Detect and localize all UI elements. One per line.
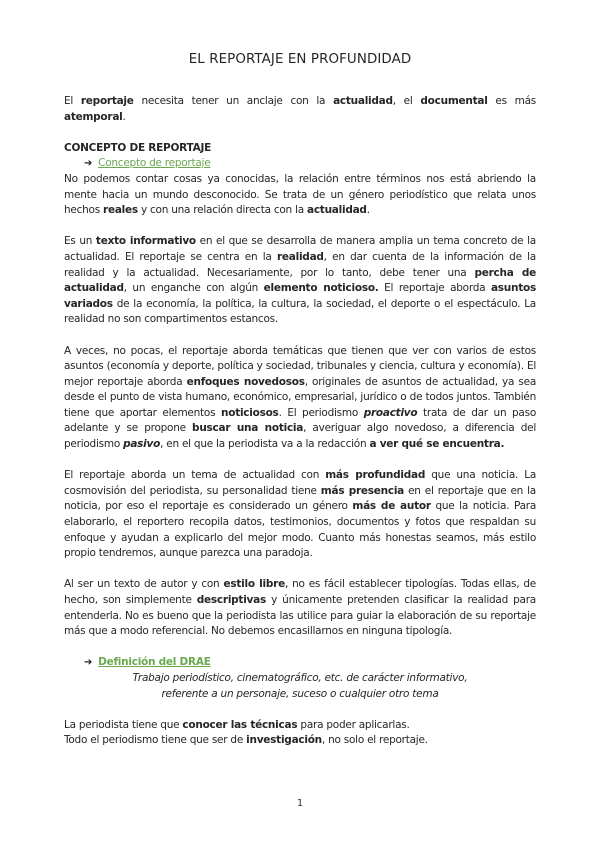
text-run: . El periodismo bbox=[278, 406, 364, 419]
text-run: Todo el periodismo tiene que ser de bbox=[64, 734, 247, 747]
emphasis-text: texto informativo bbox=[95, 235, 196, 248]
text-run: para poder aplicarlas. bbox=[297, 718, 410, 731]
emphasis-text: reales bbox=[103, 204, 138, 217]
link-row-drae bbox=[64, 655, 536, 671]
text-run: y únicamente pretenden clasificar la realidad para entenderla. No es bueno que la periodista las utilice para guiar la elaboración de su reportaje más que a modo referencial. No debemos encasillarnos en ninguna tipología. bbox=[64, 594, 536, 638]
link-row-concepto bbox=[64, 156, 536, 172]
text-run: . bbox=[366, 204, 370, 217]
text-run: en el reportaje que en la noticia, por eso el reportaje es considerado un género bbox=[64, 484, 536, 513]
text-run: en el que se desarrolla de manera amplia un tema concreto de la actualidad. El reportaje se centra en la bbox=[64, 235, 536, 263]
text-run: A veces, no pocas, el reportaje aborda temáticas que tienen que ver con varios de estos asuntos (economía y deporte, política y sociedad, tribunales y ciencia, cultura y economía). El mejor reportaje aborda bbox=[64, 344, 536, 388]
emphasis-text: a ver qué se encuentra. bbox=[369, 438, 505, 451]
emphasis-text: noticiosos bbox=[221, 406, 279, 419]
emphasis-text: más profundidad bbox=[325, 469, 426, 482]
drae-definition: Trabajo periodístico, cinematográfico, etc. de carácter informativo, referente a un personaje, suceso o cualquier otro tema bbox=[132, 671, 468, 700]
page-title: EL REPORTAJE EN PROFUNDIDAD bbox=[188, 52, 412, 67]
text-run: es más bbox=[487, 95, 537, 107]
arrow-right-icon: ➔ bbox=[84, 657, 93, 669]
emphasis-text: realidad bbox=[276, 250, 324, 263]
text-run: , no es fácil establecer tipologías. Todas ellas, de hecho, son simplemente bbox=[64, 578, 536, 606]
emphasis-text: elemento noticioso. bbox=[263, 282, 379, 295]
emphasis-text: actualidad bbox=[306, 204, 367, 217]
text-run: trata de dar un paso adelante y se propone bbox=[64, 406, 537, 435]
emphasis-text: estilo libre bbox=[223, 578, 285, 591]
emphasis-italic-text: pasivo bbox=[123, 438, 161, 451]
text-run: , originales de asuntos de actualidad, ya sea desde el punto de vista humano, económico, empresarial, jurídico o de todos juntos. También tiene que aportar elementos bbox=[64, 375, 537, 419]
intro-paragraph bbox=[64, 94, 536, 125]
body-paragraph bbox=[64, 172, 536, 219]
drae-link[interactable]: Definición del DRAE bbox=[98, 656, 211, 669]
body-paragraph bbox=[64, 577, 536, 639]
text-run: , no solo el reportaje. bbox=[321, 734, 428, 747]
emphasis-text: percha de actualidad bbox=[64, 266, 537, 295]
text-run: , averiguar algo novedoso, a diferencia del periodismo bbox=[64, 422, 536, 451]
text-run: que una noticia. La cosmovisión del periodista, su personalidad tiene bbox=[64, 469, 537, 497]
emphasis-text: más presencia bbox=[320, 484, 405, 497]
emphasis-text: investigación bbox=[246, 734, 322, 747]
emphasis-italic-text: proactivo bbox=[363, 406, 418, 419]
emphasis-text: actualidad bbox=[333, 95, 393, 107]
text-run: El reportaje aborda un tema de actualidad con bbox=[64, 469, 326, 482]
text-run: . bbox=[122, 110, 126, 123]
text-run: , en dar cuenta de la información de la realidad y la actualidad. Necesariamente, por lo tanto, debe tener una bbox=[64, 250, 536, 279]
emphasis-text: conocer las técnicas bbox=[182, 718, 298, 731]
text-run: La periodista tiene que bbox=[64, 718, 183, 731]
emphasis-text: más de autor bbox=[352, 500, 431, 513]
text-run: Es un bbox=[64, 235, 96, 248]
text-run: , un enganche con algún bbox=[123, 282, 264, 295]
body-paragraph bbox=[64, 468, 536, 562]
closing-line bbox=[64, 718, 536, 734]
emphasis-text: documental bbox=[420, 95, 488, 107]
text-run: No podemos contar cosas ya conocidas, la relación entre términos nos está abriendo la mente hacia un mundo desconocido. Se trata de un género periodístico que relata unos hechos bbox=[64, 172, 536, 217]
text-run: , el bbox=[392, 95, 421, 107]
body-paragraph bbox=[64, 344, 536, 453]
text-run: de la economía, la política, la cultura, la sociedad, el deporte o el espectáculo. La realidad no son compartimentos estancos. bbox=[64, 297, 536, 326]
text-run: y con una relación directa con la bbox=[137, 204, 307, 217]
text-run: necesita tener un anclaje con la bbox=[133, 95, 334, 107]
emphasis-text: enfoques novedosos bbox=[186, 375, 305, 388]
emphasis-text: reportaje bbox=[80, 95, 134, 107]
emphasis-text: descriptivas bbox=[196, 594, 266, 606]
page-number: 1 bbox=[296, 798, 304, 809]
concepto-link[interactable]: Concepto de reportaje bbox=[98, 157, 211, 170]
emphasis-text: buscar una noticia bbox=[192, 422, 304, 435]
emphasis-text: atemporal bbox=[64, 110, 123, 123]
closing-line bbox=[64, 733, 536, 749]
text-run: Al ser un texto de autor y con bbox=[64, 578, 224, 591]
section-heading: CONCEPTO DE REPORTAJE bbox=[64, 141, 212, 154]
arrow-right-icon: ➔ bbox=[84, 158, 93, 170]
text-run: El reportaje aborda bbox=[378, 282, 491, 295]
text-run: , en el que la periodista va a la redacción bbox=[160, 438, 370, 451]
emphasis-text: asuntos variados bbox=[64, 282, 536, 310]
text-run: que la noticia. Para elaborarlo, el reportero recopila datos, testimonios, documentos y fotos que respaldan su enfoque y ayudan a explicarlo del mejor modo. Cuanto más honestas seamos, más estilo propio tendremos, aunque parezca una paradoja. bbox=[64, 500, 537, 560]
text-run: El bbox=[64, 95, 81, 107]
body-paragraph bbox=[64, 234, 536, 328]
